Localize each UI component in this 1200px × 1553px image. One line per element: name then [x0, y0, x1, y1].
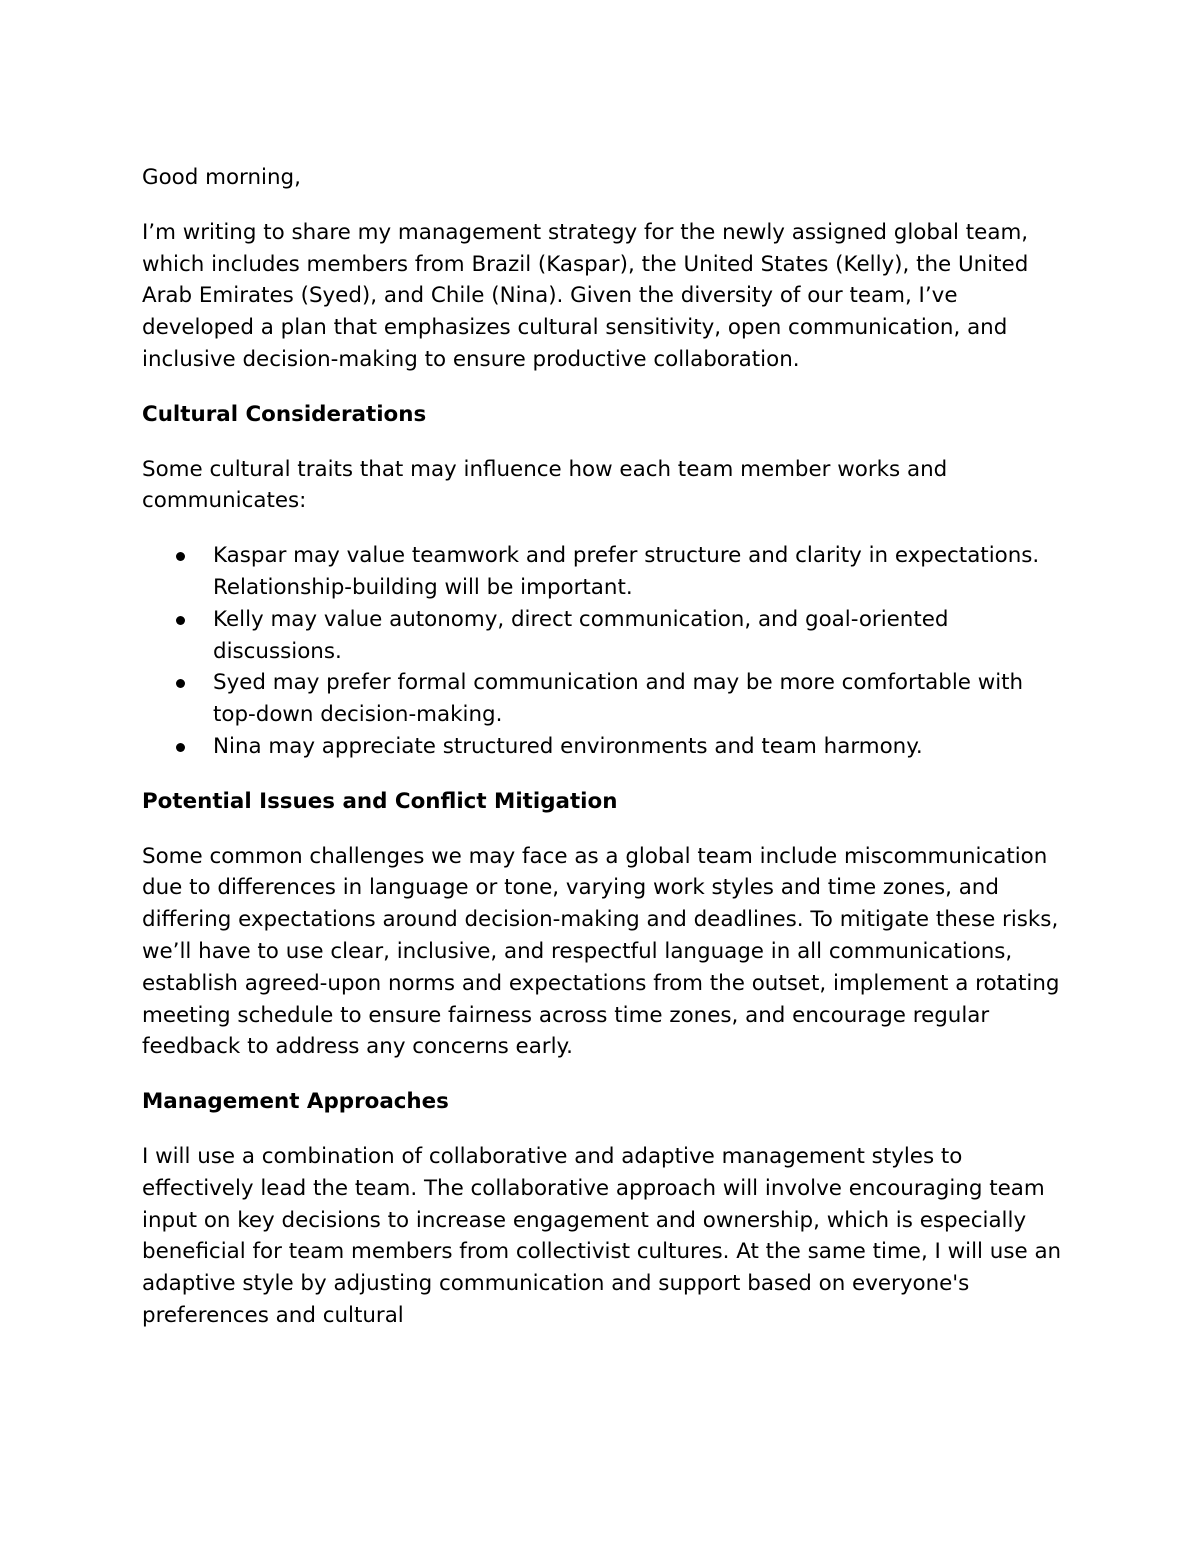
management-approaches-paragraph: I will use a combination of collaborative and adaptive management styles to effectively lead the team. The collaborative approach will involve encouraging team input on key decisions to increase engagement and ownership, which is especially beneficial for team members from collectivist cultures. At the same time, I will use an adaptive style by adjusting communication and support based on everyone's preferences and cultural	[142, 1143, 1062, 1328]
list-item-text: Nina may appreciate structured environments and team harmony.	[213, 733, 923, 759]
list-item-text: Kelly may value autonomy, direct communication, and goal-oriented discussions.	[213, 606, 949, 664]
list-item-text: Kaspar may value teamwork and prefer structure and clarity in expectations. Relationship-building will be important.	[213, 543, 1040, 600]
potential-issues-paragraph: Some common challenges we may face as a global team include miscommunication due to differences in language or tone, varying work styles and time zones, and differing expectations around decision-making and deadlines. To mitigate these risks, we’ll have to use clear, inclusive, and respectful language in all communications, establish agreed-upon norms and expectations from the outset, implement a rotating meeting schedule to ensure fairness across time zones, and encourage regular feedback to address any concerns early.	[142, 843, 1060, 1060]
document-body	[142, 162, 1062, 1355]
list-item	[142, 604, 1062, 668]
list-item	[142, 540, 1062, 604]
section-heading-potential-issues: Potential Issues and Conflict Mitigation	[142, 788, 618, 814]
bullet-icon	[176, 743, 185, 752]
cultural-considerations-paragraph: Some cultural traits that may influence how each team member works and communicates:	[142, 456, 948, 514]
list-item	[142, 731, 1062, 763]
bullet-icon	[176, 616, 185, 625]
bullet-icon	[176, 679, 185, 688]
list-item	[142, 667, 1062, 731]
cultural-traits-list	[142, 540, 1062, 763]
section-heading-management-approaches: Management Approaches	[142, 1089, 449, 1115]
intro-paragraph: I’m writing to share my management strategy for the newly assigned global team, which includes members from Brazil (Kaspar), the United States (Kelly), the United Arab Emirates (Syed), and Chile (Nina). Given the diversity of our team, I’ve developed a plan that emphasizes cultural sensitivity, open communication, and inclusive decision-making to ensure productive collaboration.	[142, 219, 1029, 372]
greeting-text: Good morning,	[142, 165, 301, 190]
bullet-icon	[176, 552, 185, 561]
list-item-text: Syed may prefer formal communication and may be more comfortable with top-down decision-making.	[213, 670, 1024, 728]
section-heading-cultural-considerations: Cultural Considerations	[142, 401, 427, 427]
